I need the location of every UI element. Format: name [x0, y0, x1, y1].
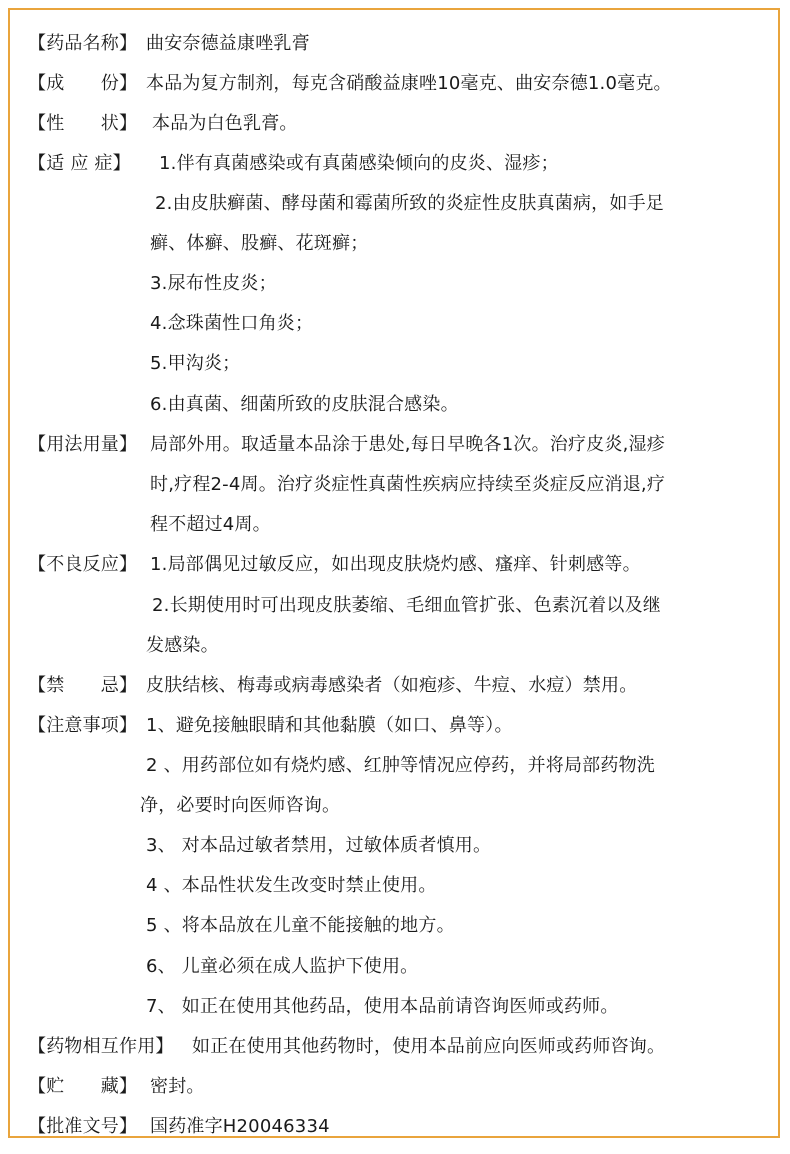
precautions-line: 4 、本品性状发生改变时禁止使用。	[146, 875, 437, 896]
indications-line: 癣、体癣、股癣、花斑癣；	[150, 233, 369, 254]
indications-line: 4.念珠菌性口角炎；	[150, 313, 314, 334]
precautions-line: 7、 如正在使用其他药品，使用本品前请咨询医师或药师。	[146, 996, 619, 1017]
indications-line: 2.由皮肤癣菌、酵母菌和霉菌所致的炎症性皮肤真菌病，如手足	[155, 193, 664, 214]
contraindications-label: 【禁 忌】	[28, 675, 138, 696]
composition-label: 【成 份】	[28, 73, 138, 94]
appearance-label: 【性 状】	[28, 113, 138, 134]
indications-label: 【适 应 症】	[28, 153, 131, 174]
name-label: 【药品名称】	[28, 33, 138, 54]
usage-label: 【用法用量】	[28, 434, 138, 455]
storage-value: 密封。	[150, 1076, 205, 1097]
interactions-label: 【药物相互作用】	[28, 1036, 174, 1057]
adverse-label: 【不良反应】	[28, 554, 138, 575]
adverse-line: 1.局部偶见过敏反应，如出现皮肤烧灼感、瘙痒、针刺感等。	[150, 554, 641, 575]
precautions-line: 6、 儿童必须在成人监护下使用。	[146, 956, 419, 977]
usage-line: 程不超过4周。	[150, 514, 271, 535]
appearance-value: 本品为白色乳膏。	[152, 113, 298, 134]
usage-line: 局部外用。取适量本品涂于患处,每日早晚各1次。治疗皮炎,湿疹	[150, 434, 665, 455]
indications-line: 3.尿布性皮炎；	[150, 273, 277, 294]
precautions-label: 【注意事项】	[28, 715, 138, 736]
indications-line: 1.伴有真菌感染或有真菌感染倾向的皮炎、湿疹；	[159, 153, 559, 174]
contraindications-value: 皮肤结核、梅毒或病毒感染者（如疱疹、牛痘、水痘）禁用。	[146, 675, 638, 696]
usage-line: 时,疗程2-4周。治疗炎症性真菌性疾病应持续至炎症反应消退,疗	[150, 474, 666, 495]
indications-line: 5.甲沟炎；	[150, 353, 241, 374]
precautions-line: 2 、用药部位如有烧灼感、红肿等情况应停药，并将局部药物洗	[146, 755, 655, 776]
precautions-line: 净，必要时向医师咨询。	[140, 795, 341, 816]
precautions-line: 5 、将本品放在儿童不能接触的地方。	[146, 915, 455, 936]
interactions-value: 如正在使用其他药物时，使用本品前应向医师或药师咨询。	[192, 1036, 666, 1057]
composition-value: 本品为复方制剂，每克含硝酸益康唑10毫克、曲安奈德1.0毫克。	[146, 73, 672, 94]
storage-label: 【贮 藏】	[28, 1076, 138, 1097]
approval-label: 【批准文号】	[28, 1116, 138, 1137]
name-value: 曲安奈德益康唑乳膏	[146, 33, 310, 54]
approval-value: 国药准字H20046334	[150, 1116, 330, 1137]
precautions-line: 1、避免接触眼睛和其他黏膜（如口、鼻等）。	[146, 715, 513, 736]
adverse-line: 发感染。	[146, 635, 219, 656]
precautions-line: 3、 对本品过敏者禁用，过敏体质者慎用。	[146, 835, 492, 856]
indications-line: 6.由真菌、细菌所致的皮肤混合感染。	[150, 394, 459, 415]
adverse-line: 2.长期使用时可出现皮肤萎缩、毛细血管扩张、色素沉着以及继	[152, 595, 661, 616]
